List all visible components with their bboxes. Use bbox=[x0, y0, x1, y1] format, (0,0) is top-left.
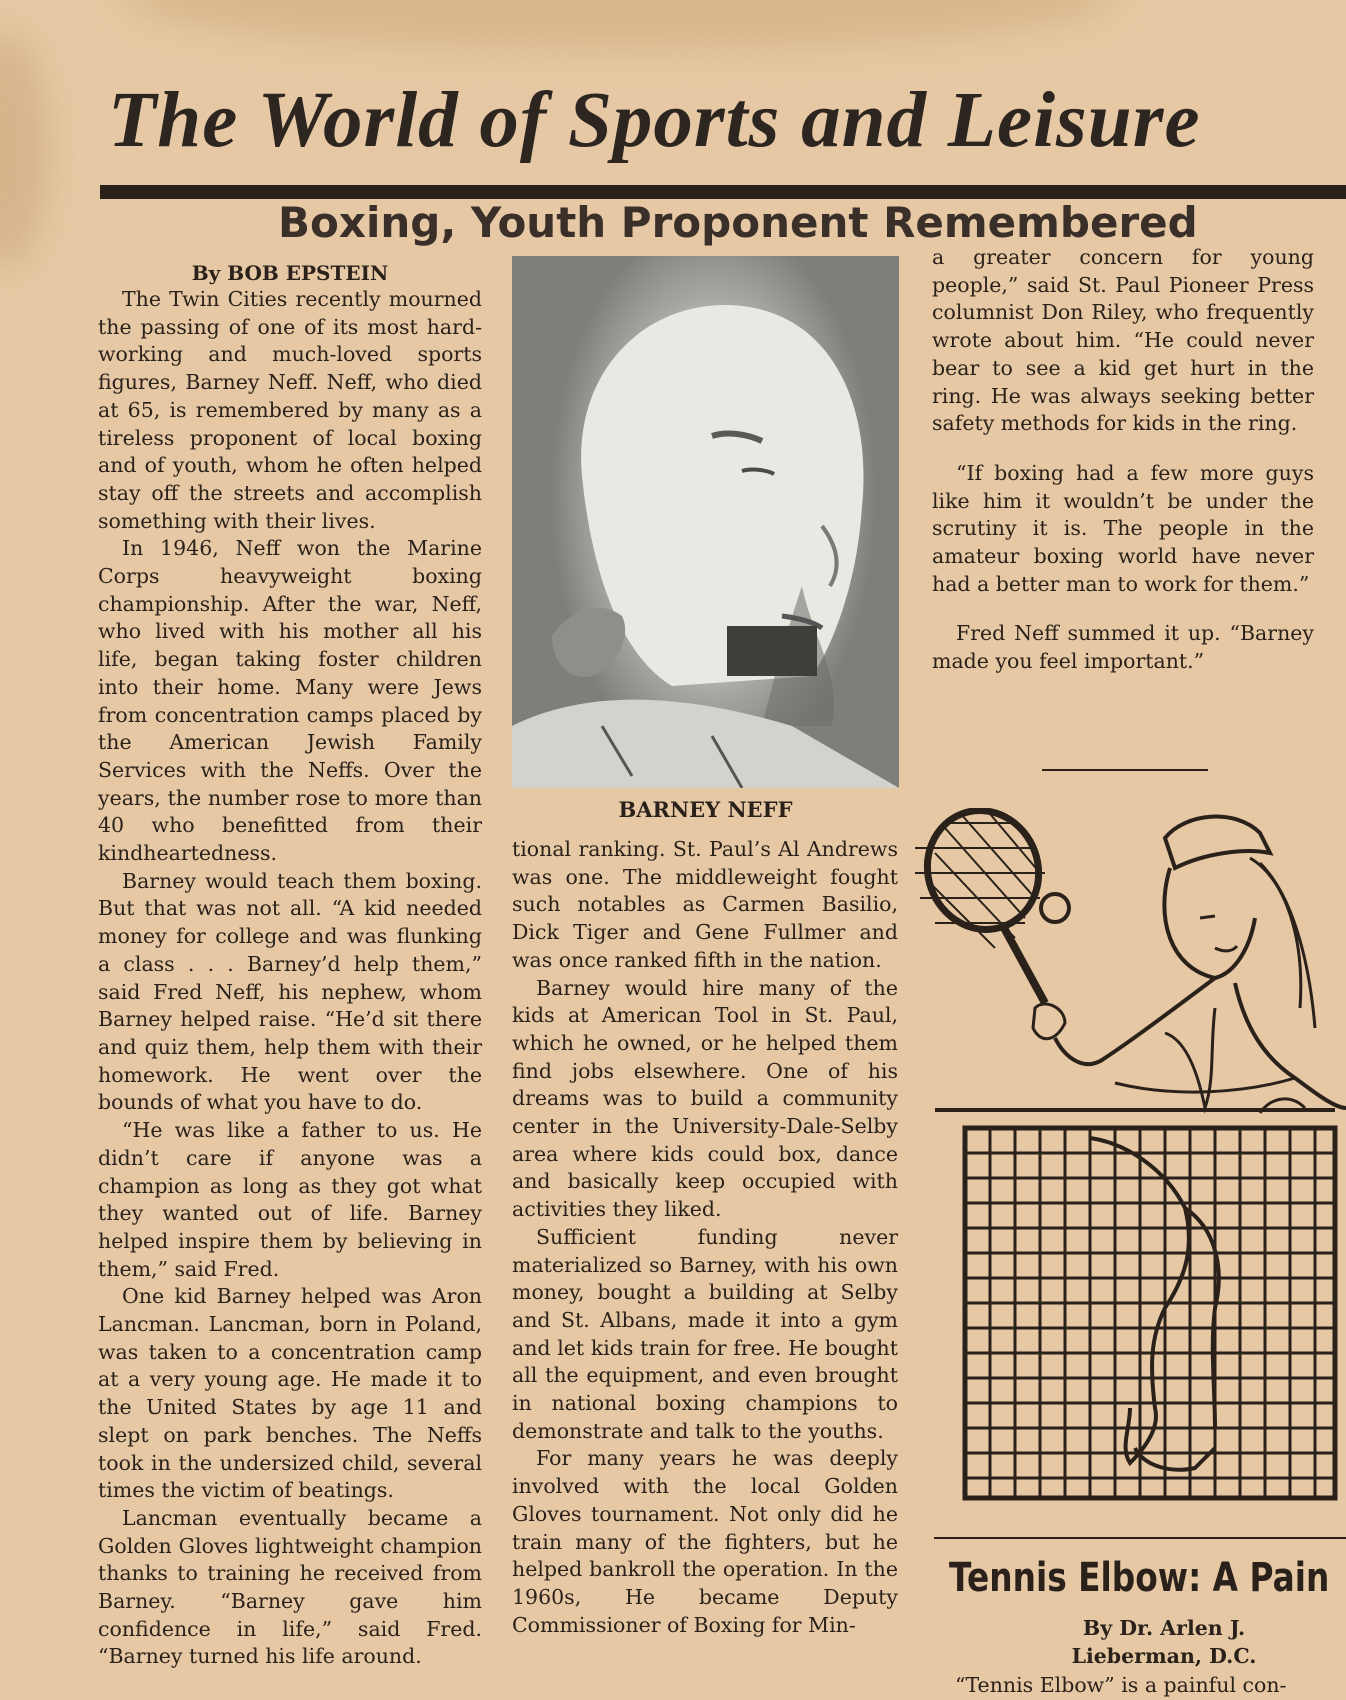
photo-caption: BARNEY NEFF bbox=[618, 797, 793, 822]
paper-stain bbox=[120, 0, 1120, 50]
paragraph: One kid Barney helped was Aron Lancman. Lancman, born in Poland, was taken to a concentration camp at a very young age. He made it to the United States by age 11 and slept on park benches. The Neffs took in the undersized child, several times the victim of beatings. bbox=[98, 1284, 482, 1503]
paragraph: “He was like a father to us. He didn’t care if anyone was a champion as long as they got what they wanted out of life. Barney helped inspire them by believing in them,” said Fred. bbox=[98, 1118, 482, 1281]
sidebar-byline-line-2: Lieberman, D.C. bbox=[1071, 1644, 1257, 1668]
paragraph: Fred Neff summed it up. “Barney made you feel important.” bbox=[932, 621, 1314, 674]
paragraph: Barney would teach them boxing. But that was not all. “A kid needed money for college and was flunking a class . . . Barney’d help them,” said Fred Neff, his nephew, whom Barney helped raise. “He’d sit there and quiz them, help them with their homework. He went over the bounds of what you have to do. bbox=[98, 868, 482, 1115]
paragraph: “If boxing had a few more guys like him it wouldn’t be under the scrutiny it is. The people in the amateur boxing world have never had a better man to work for them.” bbox=[932, 460, 1314, 596]
section-masthead: The World of Sports and Leisure bbox=[108, 77, 1201, 164]
portrait-illustration bbox=[512, 256, 899, 788]
sidebar-byline bbox=[1024, 1614, 1304, 1670]
sidebar-text: “Tennis Elbow” is a painful con- bbox=[955, 1673, 1287, 1697]
sidebar-byline-line-1: By Dr. Arlen J. bbox=[1082, 1616, 1246, 1640]
paragraph: tional ranking. St. Paul’s Al Andrews was one. The middleweight fought such notables as Carmen Basilio, Dick Tiger and Gene Fullmer and was once ranked fifth in the nation. bbox=[512, 837, 898, 972]
article-column-1 bbox=[98, 261, 482, 1671]
paragraph: In 1946, Neff won the Marine Corps heavyweight boxing championship. After the war, Neff, who lived with his mother all his life, began taking foster children into their home. Many were Jews from concentration camps placed by the American Jewish Family Services with the Neffs. Over the years, the number rose to more than 40 who benefitted from their kindheartedness. bbox=[98, 536, 482, 866]
portrait-photo bbox=[512, 256, 899, 788]
byline: By BOB EPSTEIN bbox=[191, 261, 389, 285]
paragraph: Barney would hire many of the kids at American Tool in St. Paul, which he owned, or he helped them find jobs elsewhere. One of his dreams was to build a community center in the University-Dale-Selby area where kids could box, dance and basically keep occupied with activities they liked. bbox=[512, 975, 898, 1222]
paragraph: Sufficient funding never materialized so Barney, with his own money, bought a building at Selby and St. Albans, made it into a gym and let kids train for free. He bought all the equipment, and even brought in national boxing champions to demonstrate and talk to the youths. bbox=[512, 1224, 898, 1443]
article-column-3 bbox=[932, 244, 1314, 676]
paper-stain-left bbox=[0, 30, 50, 270]
sidebar-headline: Tennis Elbow: A Pain bbox=[949, 1555, 1330, 1601]
paragraph: a greater concern for young people,” said St. Paul Pioneer Press columnist Don Riley, who frequently wrote about him. “He could never bear to see a kid get hurt in the ring. He was always seeking better safety methods for kids in the ring. bbox=[932, 245, 1314, 436]
article-column-2 bbox=[512, 836, 898, 1639]
tennis-player-illustration bbox=[915, 808, 1346, 1548]
sidebar-rule bbox=[934, 1537, 1346, 1539]
paragraph: For many years he was deeply involved with the local Golden Gloves tournament. Not only did he train many of the fighters, but he helped bankroll the operation. In the 1960s, He became Deputy Commissioner of Boxing for Min- bbox=[512, 1446, 898, 1637]
article-headline: Boxing, Youth Proponent Remembered bbox=[278, 198, 1198, 247]
paragraph: Lancman eventually became a Golden Gloves lightweight champion thanks to training he received from Barney. “Barney gave him confidence in life,” said Fred. “Barney turned his life around. bbox=[98, 1505, 482, 1669]
paragraph: The Twin Cities recently mourned the passing of one of its most hard-working and much-loved sports figures, Barney Neff. Neff, who died at 65, is remembered by many as a tireless proponent of local boxing and of youth, whom he often helped stay off the streets and accomplish something with their lives. bbox=[98, 287, 482, 533]
article-end-divider bbox=[1042, 769, 1208, 771]
